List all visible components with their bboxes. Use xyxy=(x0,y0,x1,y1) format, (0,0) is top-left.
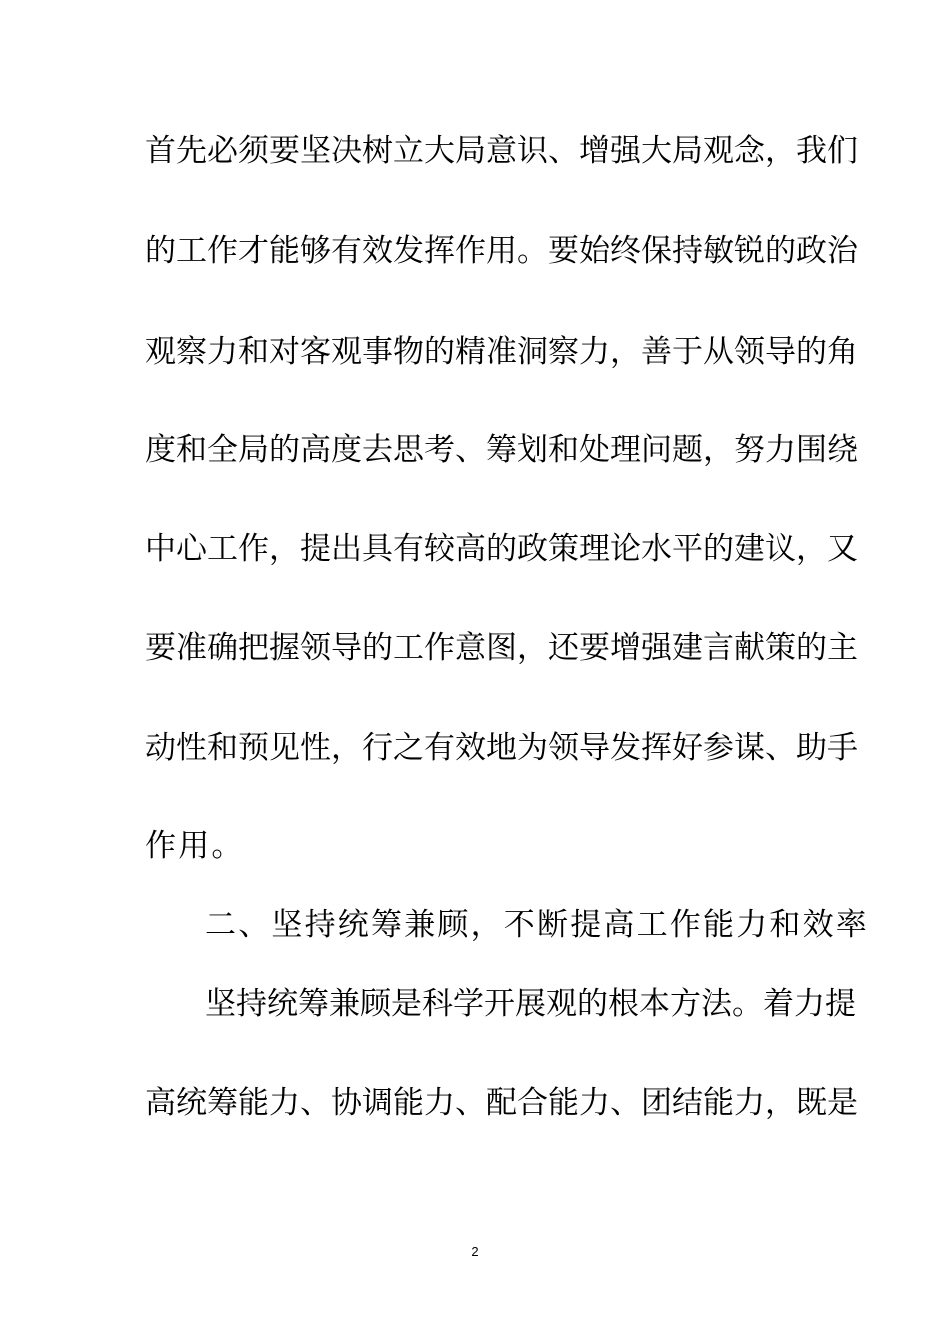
paragraph-line: 要准确把握领导的工作意图，还要增强建言献策的主 xyxy=(145,630,858,666)
paragraph-line: 度和全局的高度去思考、筹划和处理问题，努力围绕 xyxy=(145,432,858,468)
paragraph-line: 坚持统筹兼顾是科学开展观的根本方法。着力提 xyxy=(205,986,856,1022)
section-heading: 二、坚持统筹兼顾，不断提高工作能力和效率 xyxy=(205,907,869,943)
paragraph-line: 的工作才能够有效发挥作用。要始终保持敏锐的政治 xyxy=(145,233,858,269)
paragraph-line: 首先必须要坚决树立大局意识、增强大局观念，我们 xyxy=(145,133,858,169)
paragraph-line: 高统筹能力、协调能力、配合能力、团结能力，既是 xyxy=(145,1085,858,1121)
page-number: 2 xyxy=(471,1244,479,1259)
paragraph-line: 作用。 xyxy=(145,828,245,864)
paragraph-line: 动性和预见性，行之有效地为领导发挥好参谋、助手 xyxy=(145,730,858,766)
paragraph-line: 中心工作，提出具有较高的政策理论水平的建议，又 xyxy=(145,531,858,567)
paragraph-line: 观察力和对客观事物的精准洞察力，善于从领导的角 xyxy=(145,334,858,370)
